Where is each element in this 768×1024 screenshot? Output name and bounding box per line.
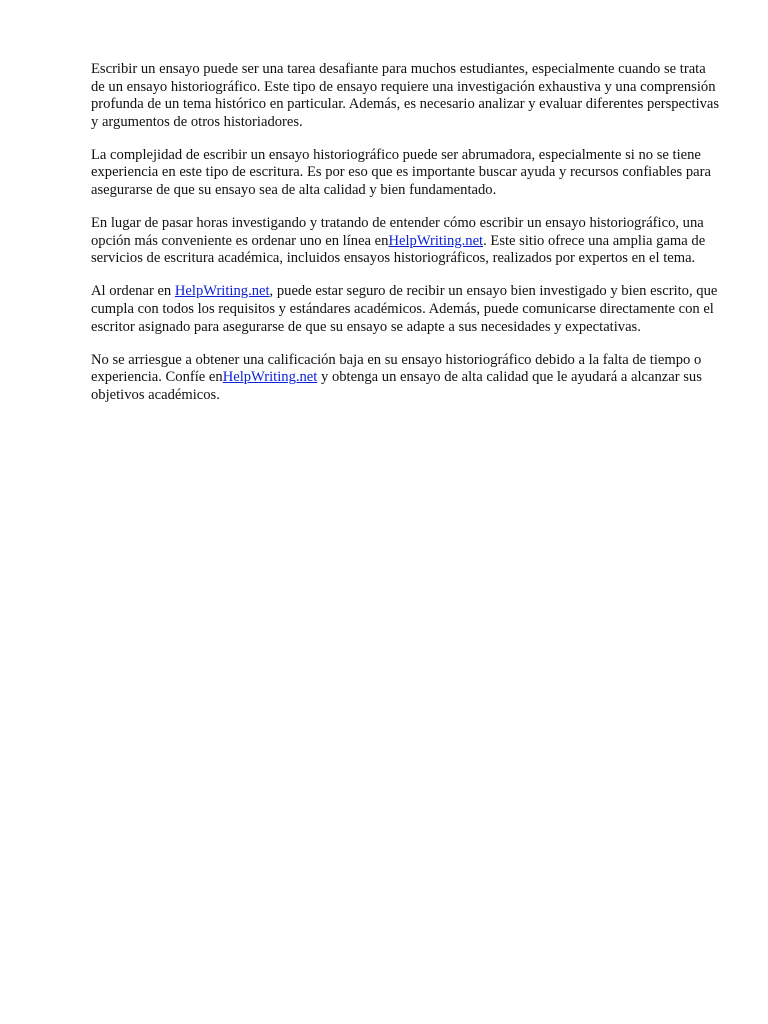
- helpwriting-link[interactable]: HelpWriting.net: [222, 369, 318, 386]
- paragraph-text-after-link: y obtenga un ensayo de alta calidad que le ayudará a alcanzar sus objetivos académicos.: [91, 369, 702, 403]
- paragraph-text-after-link: , puede estar seguro de recibir un ensayo bien investigado y bien escrito, que cumpla con todos los requisitos y estándares académicos. Además, puede comunicarse directamente con el escritor asignado para asegurarse de que su ensayo se adapte a sus necesidades y expectativas.: [91, 283, 718, 335]
- paragraph-text-after-link: . Este sitio ofrece una amplia gama de servicios de escritura académica, incluidos ensayos historiográficos, realizados por expertos en el tema.: [91, 232, 706, 267]
- helpwriting-link[interactable]: HelpWriting.net: [388, 232, 484, 249]
- paragraph-intro: [91, 61, 721, 131]
- paragraph-order-online: [91, 215, 721, 268]
- document-body: [91, 61, 721, 420]
- paragraph-ordering-benefits: [91, 283, 721, 336]
- paragraph-complexity: [91, 147, 721, 200]
- paragraph-text-before-link: En lugar de pasar horas investigando y tratando de entender cómo escribir un ensayo historiográfico, una opción más conveniente es ordenar uno en línea en: [91, 215, 704, 249]
- helpwriting-link[interactable]: HelpWriting.net: [174, 283, 270, 300]
- paragraph-closing: [91, 352, 721, 405]
- paragraph-text-before-link: No se arriesgue a obtener una calificación baja en su ensayo historiográfico debido a la falta de tiempo o experiencia. Confíe en: [91, 351, 702, 386]
- paragraph-text: Escribir un ensayo puede ser una tarea desafiante para muchos estudiantes, especialmente cuando se trata de un ensayo historiográfico. Este tipo de ensayo requiere una investigación exhaustiva y una comprensión profunda de un tema histórico en particular. Además, es necesario analizar y evaluar diferentes perspectivas y argumentos de otros historiadores.: [91, 61, 720, 130]
- paragraph-text: La complejidad de escribir un ensayo historiográfico puede ser abrumadora, especialmente si no se tiene experiencia en este tipo de escritura. Es por eso que es importante buscar ayuda y recursos confiables para asegurarse de que su ensayo sea de alta calidad y bien fundamentado.: [91, 146, 711, 199]
- paragraph-text-before-link: Al ordenar en: [91, 283, 175, 300]
